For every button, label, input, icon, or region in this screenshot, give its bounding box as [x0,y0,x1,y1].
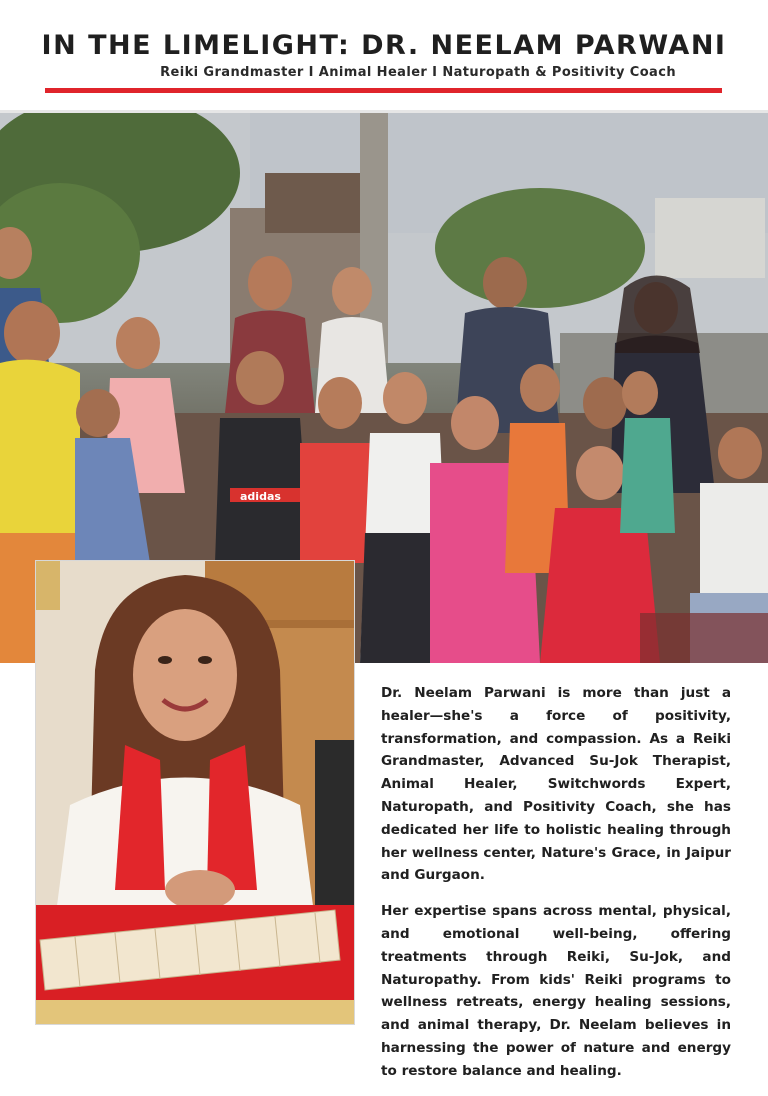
paragraph-1: Dr. Neelam Parwani is more than just a healer—she's a force of positivity, transformation, and compassion. As a Reiki Grandmaster, Advanced Su-Jok Therapist, Animal Healer, Switchwords Expert, Naturopath, and Positivity Coach, she has dedicated her life to holistic healing through her wellness center, Nature's Grace, in Jaipur and Gurgaon. [381,685,731,884]
portrait-photo [35,560,355,1025]
portrait-illustration [35,560,355,1025]
page-title: IN THE LIMELIGHT: DR. NEELAM PARWANI [41,30,727,61]
shirt-print: adidas [240,490,281,503]
paragraph-2: Her expertise spans across mental, physical, and emotional well-being, offering treatments through Reiki, Su-Jok, and Naturopathy. From kids' Reiki programs to wellness retreats, energy healing sessions, and animal therapy, Dr. Neelam believes in harnessing the power of nature and energy to restore balance and healing. [381,903,731,1079]
page-header [0,0,768,112]
article-body [381,682,731,1096]
page-subtitle: Reiki Grandmaster I Animal Healer I Naturopath & Positivity Coach [160,65,676,80]
red-rule [45,88,722,93]
